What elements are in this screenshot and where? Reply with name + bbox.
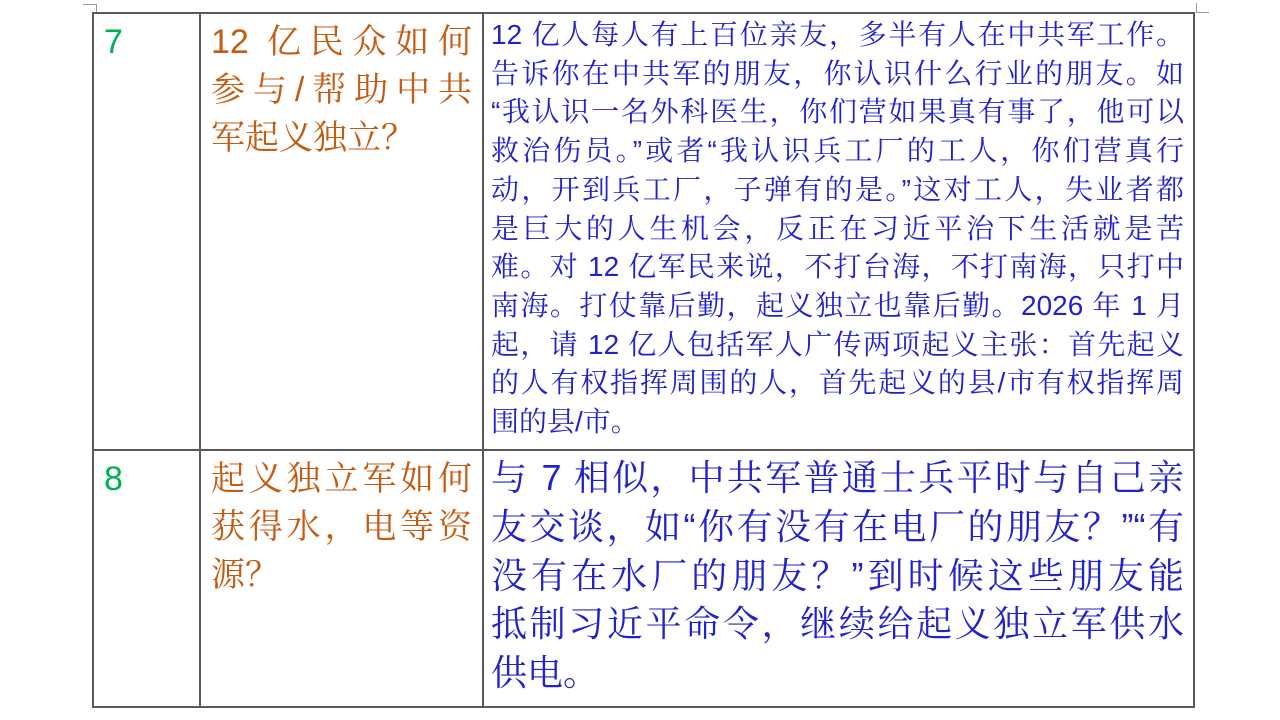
row-8-answer-cell [483, 450, 1194, 707]
text-line: 军起义独立？ [211, 119, 415, 157]
text-line: 12 亿民众如何 [211, 23, 472, 61]
text-line: 动，开到兵工厂，子弹有的是。”这对工人，失业者都 [491, 173, 1184, 205]
text-line: 南海。打仗靠后勤，起义独立也靠后勤。2026 年 1 月 [491, 289, 1184, 321]
text-line: 难。对 12 亿军民来说，不打台海，不打南海，只打中 [491, 251, 1184, 283]
text-line: 获得水，电等资 [211, 508, 472, 546]
text-line: 参与/帮助中共 [211, 71, 472, 109]
text-line: 抵制习近平命令，继续给起义独立军供水 [491, 603, 1184, 645]
document-table [92, 12, 1195, 708]
text-line: “我认识一名外科医生，你们营如果真有事了，他可以 [491, 96, 1184, 128]
table-corner-mark-left [83, 4, 97, 12]
text-line: 围的县/市。 [491, 406, 639, 438]
text-line: 起义独立军如何 [211, 460, 472, 498]
text-line: 救治伤员。”或者“我认识兵工厂的工人，你们营真行 [491, 135, 1184, 167]
text-line: 起，请 12 亿人包括军人广传两项起义主张：首先起义 [491, 328, 1184, 360]
text-line: 没有在水厂的朋友？”到时候这些朋友能 [491, 554, 1184, 596]
table-row-8 [93, 450, 1194, 707]
row-8-question-cell [200, 450, 483, 707]
table-row-7 [93, 13, 1194, 450]
row-number: 7 [104, 23, 123, 61]
text-line: 源？ [211, 556, 279, 594]
row-number: 8 [104, 460, 123, 498]
question-text [201, 14, 482, 162]
answer-text [484, 14, 1193, 442]
text-line: 是巨大的人生机会，反正在习近平治下生活就是苦 [491, 212, 1184, 244]
text-line: 的人有权指挥周围的人，首先起义的县/市有权指挥周 [491, 367, 1184, 399]
answer-text [484, 451, 1193, 698]
text-line: 与 7 相似，中共军普通士兵平时与自己亲 [491, 457, 1184, 498]
text-line: 友交谈，如“你有没有在电厂的朋友？”“有 [491, 505, 1184, 547]
table-corner-mark-right [1196, 3, 1209, 13]
row-8-number-cell [93, 450, 200, 707]
question-text [201, 451, 482, 599]
row-7-answer-cell [483, 13, 1194, 450]
text-line: 告诉你在中共军的朋友，你认识什么行业的朋友。如 [491, 57, 1184, 89]
row-7-number-cell [93, 13, 200, 450]
row-7-question-cell [200, 13, 483, 450]
text-line: 12 亿人每人有上百位亲友，多半有人在中共军工作。 [491, 19, 1184, 50]
text-line: 供电。 [491, 652, 600, 694]
